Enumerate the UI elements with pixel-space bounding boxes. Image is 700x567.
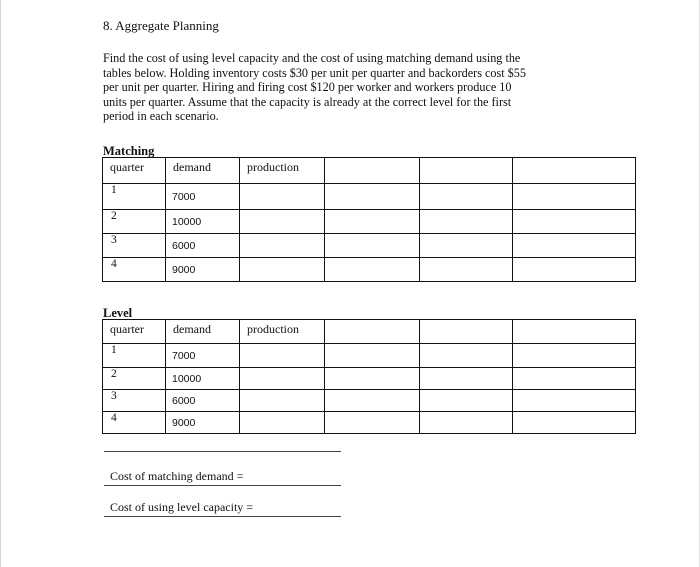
- production-cell[interactable]: [240, 390, 325, 412]
- blank-cell[interactable]: [325, 210, 420, 234]
- blank-cell[interactable]: [420, 412, 513, 434]
- blank-cell[interactable]: [513, 184, 636, 210]
- blank-cell[interactable]: [513, 390, 636, 412]
- table-row: [103, 210, 636, 234]
- level-cost-answer-line[interactable]: [104, 516, 341, 517]
- level-label: Level: [103, 306, 133, 320]
- blank-cell[interactable]: [420, 390, 513, 412]
- blank-cell[interactable]: [513, 258, 636, 282]
- blank-cell[interactable]: [325, 368, 420, 390]
- header-quarter: quarter: [103, 158, 166, 184]
- quarter-cell: 1: [103, 344, 166, 368]
- table-row: [103, 390, 636, 412]
- blank-cell[interactable]: [325, 344, 420, 368]
- demand-cell: 7000: [166, 344, 240, 368]
- matching-cost-label: Cost of matching demand =: [110, 469, 244, 483]
- production-cell[interactable]: [240, 412, 325, 434]
- instructions-line: Find the cost of using level capacity and the cost of using matching demand using the: [103, 51, 521, 65]
- blank-cell[interactable]: [513, 412, 636, 434]
- table-row: [103, 184, 636, 210]
- blank-cell[interactable]: [420, 368, 513, 390]
- blank-cell[interactable]: [513, 210, 636, 234]
- quarter-cell: 1: [103, 184, 166, 210]
- demand-cell: 7000: [166, 184, 240, 210]
- instructions-line: per unit per quarter. Hiring and firing cost $120 per worker and workers produce 10: [103, 80, 512, 95]
- blank-cell[interactable]: [420, 184, 513, 210]
- page-edge-left: [0, 0, 1, 567]
- production-cell[interactable]: [240, 234, 325, 258]
- blank-cell[interactable]: [325, 412, 420, 434]
- blank-cell[interactable]: [325, 184, 420, 210]
- header-production: production: [240, 158, 325, 184]
- quarter-cell: 3: [103, 234, 166, 258]
- table-row: [103, 234, 636, 258]
- table-row: [103, 368, 636, 390]
- instructions-line: period in each scenario.: [103, 109, 219, 124]
- blank-cell[interactable]: [420, 210, 513, 234]
- header-blank: [325, 320, 420, 344]
- demand-cell: 6000: [166, 234, 240, 258]
- table-header-row: [103, 158, 636, 184]
- blank-cell[interactable]: [325, 258, 420, 282]
- blank-cell[interactable]: [513, 344, 636, 368]
- production-cell[interactable]: [240, 344, 325, 368]
- quarter-cell: 3: [103, 390, 166, 412]
- blank-cell[interactable]: [420, 344, 513, 368]
- demand-cell: 10000: [166, 368, 240, 390]
- header-demand: demand: [166, 158, 240, 184]
- demand-cell: 10000: [166, 210, 240, 234]
- production-cell[interactable]: [240, 368, 325, 390]
- quarter-cell: 2: [103, 368, 166, 390]
- header-blank: [513, 158, 636, 184]
- table-row: [103, 344, 636, 368]
- header-blank: [420, 320, 513, 344]
- instructions-paragraph: [103, 51, 603, 124]
- matching-cost-answer-line[interactable]: [104, 485, 341, 486]
- matching-table: [102, 157, 636, 282]
- level-cost-label: Cost of using level capacity =: [110, 500, 254, 514]
- table-header-row: [103, 320, 636, 344]
- header-blank: [325, 158, 420, 184]
- header-production: production: [240, 320, 325, 344]
- production-cell[interactable]: [240, 258, 325, 282]
- header-quarter: quarter: [103, 320, 166, 344]
- blank-cell[interactable]: [325, 234, 420, 258]
- production-cell[interactable]: [240, 184, 325, 210]
- demand-cell: 9000: [166, 258, 240, 282]
- header-demand: demand: [166, 320, 240, 344]
- header-blank: [513, 320, 636, 344]
- divider-line: [104, 451, 341, 452]
- matching-label: Matching: [103, 144, 155, 158]
- demand-cell: 6000: [166, 390, 240, 412]
- blank-cell[interactable]: [420, 258, 513, 282]
- quarter-cell: 4: [103, 412, 166, 434]
- instructions-line: units per quarter. Assume that the capacity is already at the correct level for the first: [103, 94, 512, 109]
- blank-cell[interactable]: [420, 234, 513, 258]
- blank-cell[interactable]: [513, 234, 636, 258]
- question-title: 8. Aggregate Planning: [103, 18, 219, 33]
- quarter-cell: 4: [103, 258, 166, 282]
- table-row: [103, 258, 636, 282]
- blank-cell[interactable]: [325, 390, 420, 412]
- demand-cell: 9000: [166, 412, 240, 434]
- production-cell[interactable]: [240, 210, 325, 234]
- instructions-line: tables below. Holding inventory costs $30 per unit per quarter and backorders cost $55: [103, 65, 526, 80]
- quarter-cell: 2: [103, 210, 166, 234]
- header-blank: [420, 158, 513, 184]
- level-table: [102, 319, 636, 434]
- table-row: [103, 412, 636, 434]
- blank-cell[interactable]: [513, 368, 636, 390]
